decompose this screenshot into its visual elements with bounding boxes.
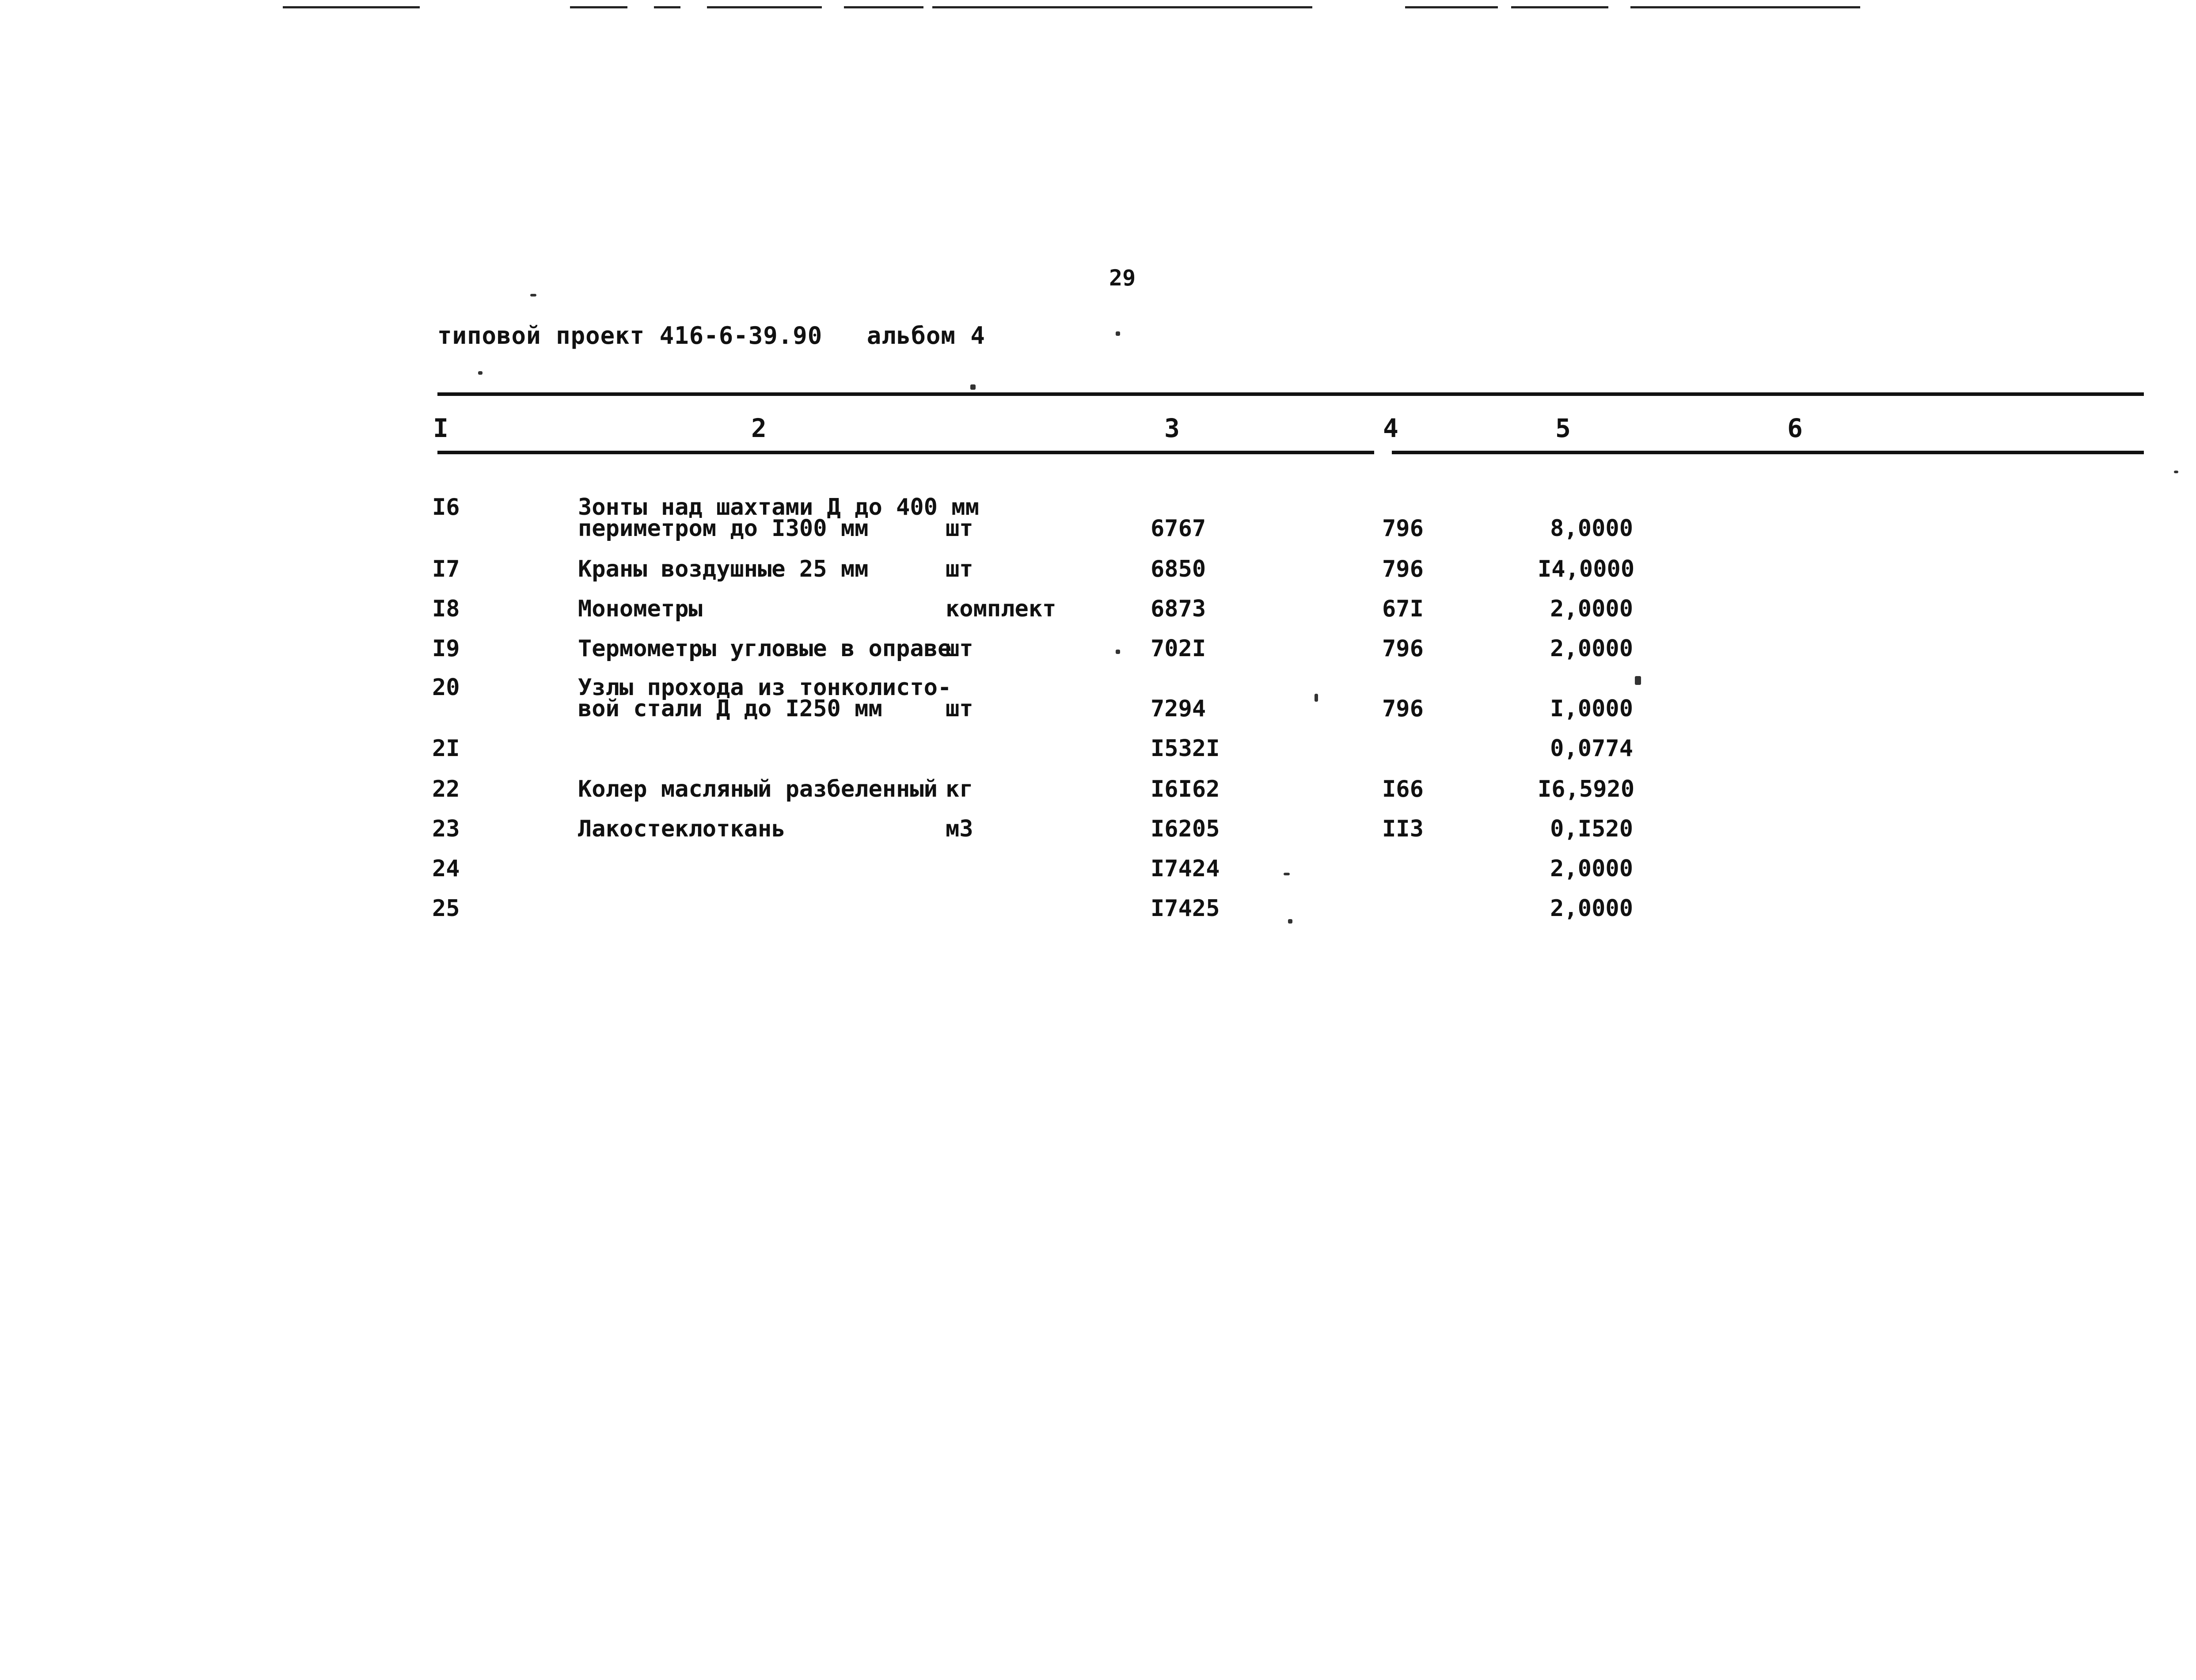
row-number: I6 xyxy=(432,494,460,521)
scan-speck xyxy=(478,371,483,375)
item-name: Колер масляный разбеленный xyxy=(578,776,938,802)
row-number: 20 xyxy=(432,674,460,701)
row-number: I8 xyxy=(432,596,460,622)
scan-speck xyxy=(1116,331,1120,336)
row-number: I7 xyxy=(432,556,460,582)
quantity: 2,0000 xyxy=(1550,596,1633,622)
item-name-continued: периметром до I300 мм xyxy=(578,515,869,542)
item-code: I7425 xyxy=(1151,895,1220,922)
item-code: I7424 xyxy=(1151,855,1220,882)
scan-artifact-line xyxy=(1630,6,1860,8)
quantity: 0,I520 xyxy=(1550,816,1633,842)
unit: шт xyxy=(946,515,973,542)
unit: комплект xyxy=(946,596,1056,622)
column-header-3: 3 xyxy=(1164,413,1180,443)
row-number: 22 xyxy=(432,776,460,802)
unit: м3 xyxy=(946,816,973,842)
unit-code: 796 xyxy=(1382,635,1424,662)
scan-speck xyxy=(1284,873,1290,875)
item-name: Краны воздушные 25 мм xyxy=(578,556,869,582)
column-header-5: 5 xyxy=(1555,413,1571,443)
scan-speck xyxy=(1288,919,1292,924)
item-name: Лакостеклоткань xyxy=(578,816,786,842)
item-name: Узлы прохода из тонколисто- xyxy=(578,674,952,701)
quantity: 8,0000 xyxy=(1550,515,1633,542)
unit-code: I66 xyxy=(1382,776,1424,802)
row-number: 23 xyxy=(432,816,460,842)
scan-artifact-line xyxy=(707,6,822,8)
column-header-1: I xyxy=(433,413,448,443)
item-name-continued: вой стали Д до I250 мм xyxy=(578,696,882,722)
item-code: I6I62 xyxy=(1151,776,1220,802)
unit-code: II3 xyxy=(1382,816,1424,842)
quantity: I,0000 xyxy=(1550,696,1633,722)
unit-code: 796 xyxy=(1382,556,1424,582)
item-code: 7294 xyxy=(1151,696,1206,722)
unit-code: 67I xyxy=(1382,596,1424,622)
column-header-4: 4 xyxy=(1383,413,1398,443)
page-number: 29 xyxy=(1109,265,1136,291)
scan-speck xyxy=(1635,676,1641,685)
scan-speck xyxy=(1315,694,1318,702)
quantity: 2,0000 xyxy=(1550,895,1633,922)
quantity: I4,0000 xyxy=(1538,556,1635,582)
quantity: I6,5920 xyxy=(1538,776,1635,802)
unit: шт xyxy=(946,696,973,722)
scan-artifact-line xyxy=(654,6,680,8)
unit: шт xyxy=(946,635,973,662)
row-number: 2I xyxy=(432,735,460,762)
scan-artifact-line xyxy=(570,6,627,8)
row-number: 25 xyxy=(432,895,460,922)
item-code: 6850 xyxy=(1151,556,1206,582)
row-number: I9 xyxy=(432,635,460,662)
scan-speck xyxy=(2174,471,2178,473)
scan-speck xyxy=(1116,650,1120,654)
scan-artifact-line xyxy=(844,6,923,8)
scan-artifact-line xyxy=(1511,6,1608,8)
quantity: 2,0000 xyxy=(1550,855,1633,882)
scan-speck xyxy=(530,294,536,296)
item-name: Термометры угловые в оправе xyxy=(578,635,952,662)
unit-code: 796 xyxy=(1382,515,1424,542)
document-title: типовой проект 416-6-39.90 альбом 4 xyxy=(437,322,985,350)
scan-speck xyxy=(970,384,976,390)
scan-artifact-line xyxy=(283,6,420,8)
unit-code: 796 xyxy=(1382,696,1424,722)
unit: шт xyxy=(946,556,973,582)
item-code: I6205 xyxy=(1151,816,1220,842)
item-name: Зонты над шахтами Д до 400 мм xyxy=(578,494,979,521)
scan-artifact-line xyxy=(1255,6,1312,8)
unit: кг xyxy=(946,776,973,802)
quantity: 2,0000 xyxy=(1550,635,1633,662)
item-code: 6873 xyxy=(1151,596,1206,622)
item-code: 6767 xyxy=(1151,515,1206,542)
item-name: Монометры xyxy=(578,596,703,622)
header-rule-right xyxy=(1392,451,2144,454)
table-top-rule xyxy=(437,392,2144,396)
item-code: I532I xyxy=(1151,735,1220,762)
quantity: 0,0774 xyxy=(1550,735,1633,762)
header-rule-left xyxy=(437,451,1374,454)
item-code: 702I xyxy=(1151,635,1206,662)
column-header-6: 6 xyxy=(1787,413,1803,443)
scan-artifact-line xyxy=(1405,6,1498,8)
row-number: 24 xyxy=(432,855,460,882)
scan-artifact-line xyxy=(932,6,1277,8)
column-header-2: 2 xyxy=(751,413,767,443)
